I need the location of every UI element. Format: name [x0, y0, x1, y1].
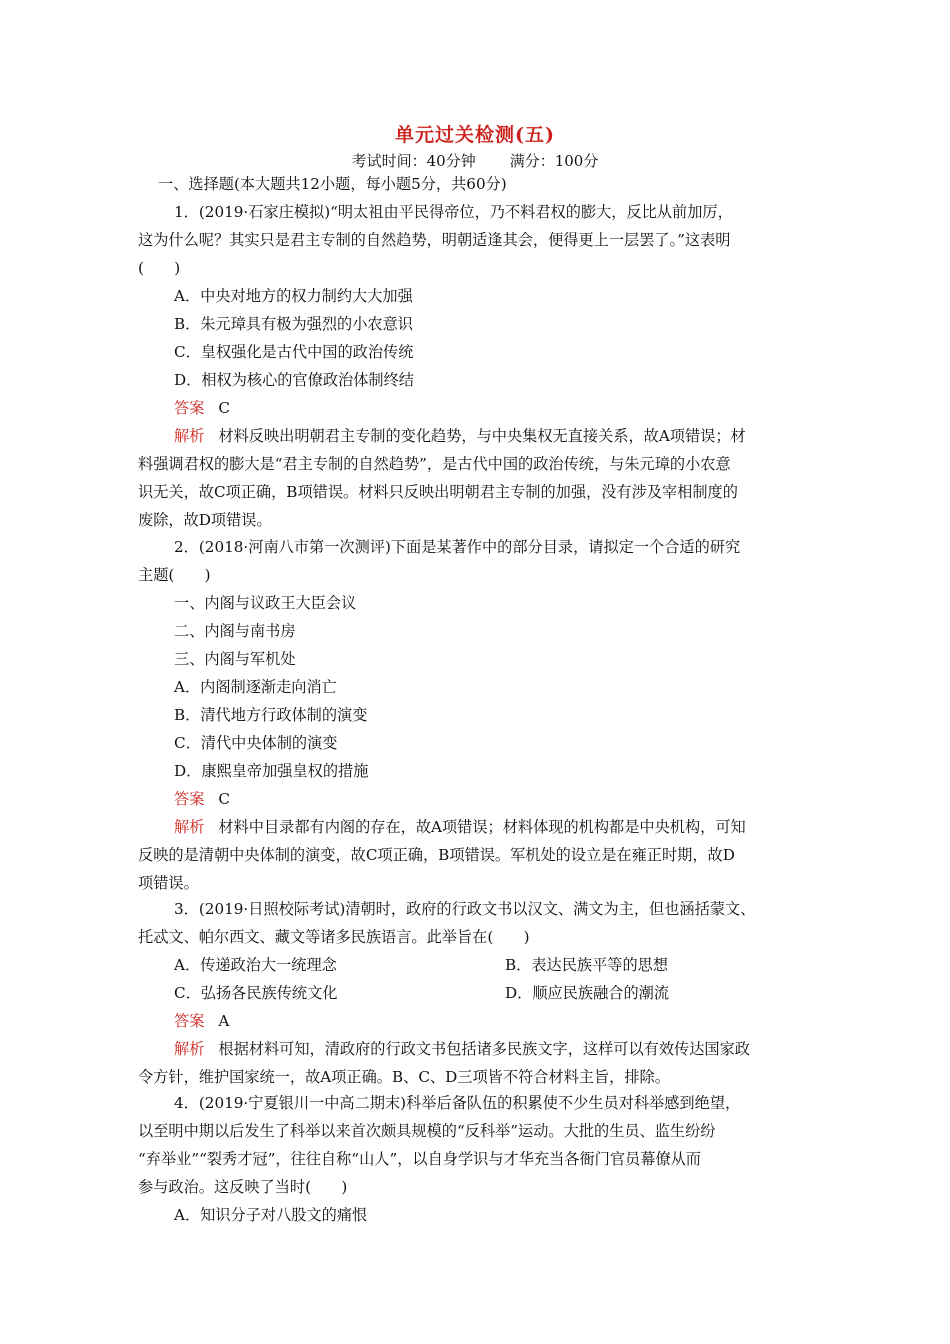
q1-answer-value: C — [218, 399, 230, 417]
answer-label: 答案 — [174, 1012, 205, 1030]
q4-stem-line: 4．(2019·宁夏银川一中高二期末)科举后备队伍的积累使不少生员对科举感到绝望， — [174, 1094, 741, 1112]
exam-time: 考试时间：40分钟 — [351, 152, 476, 170]
q1-answer — [174, 398, 230, 418]
q1-analysis-line — [174, 426, 746, 446]
q3-stem-line: 托忒文、帕尔西文、藏文等诸多民族语言。此举旨在( ) — [138, 928, 530, 946]
analysis-label: 解析 — [174, 427, 205, 445]
q3-option-b: B．表达民族平等的思想 — [505, 956, 669, 974]
q2-answer — [174, 789, 230, 809]
q2-analysis-text: 材料中目录都有内阁的存在，故A项错误；材料体现的机构都是中央机构，可知 — [218, 818, 746, 836]
analysis-label: 解析 — [174, 818, 205, 836]
q1-stem-line: ( ) — [138, 259, 181, 277]
q1-analysis-text: 材料反映出明朝君主专制的变化趋势，与中央集权无直接关系，故A项错误；材 — [218, 427, 746, 445]
q3-analysis-text: 根据材料可知，清政府的行政文书包括诸多民族文字，这样可以有效传达国家政 — [218, 1040, 750, 1058]
q1-stem-line: 这为什么呢？其实只是君主专制的自然趋势，明朝适逢其会，便得更上一层罢了。”这表明 — [138, 231, 731, 249]
q1-analysis-line: 料强调君权的膨大是“君主专制的自然趋势”，是古代中国的政治传统，与朱元璋的小农意 — [138, 455, 731, 473]
q3-answer — [174, 1011, 229, 1031]
q1-analysis-line: 废除，故D项错误。 — [138, 511, 272, 529]
q2-option-a: A．内阁制逐渐走向消亡 — [174, 678, 337, 696]
q3-answer-value: A — [218, 1012, 230, 1030]
q2-answer-value: C — [218, 790, 230, 808]
q2-analysis-line: 项错误。 — [138, 874, 199, 892]
q3-option-a: A．传递政治大一统理念 — [174, 956, 337, 974]
q2-option-d: D．康熙皇帝加强皇权的措施 — [174, 762, 369, 780]
q1-analysis-line: 识无关，故C项正确，B项错误。材料只反映出明朝君主专制的加强，没有涉及宰相制度的 — [138, 483, 738, 501]
q1-option-a: A．中央对地方的权力制约大大加强 — [174, 287, 413, 305]
q1-option-b: B．朱元璋具有极为强烈的小农意识 — [174, 315, 413, 333]
q2-stem-line: 主题( ) — [138, 566, 211, 584]
q1-option-c: C．皇权强化是古代中国的政治传统 — [174, 343, 414, 361]
q4-stem-line: 参与政治。这反映了当时( ) — [138, 1178, 348, 1196]
exam-meta — [0, 150, 950, 171]
answer-label: 答案 — [174, 399, 205, 417]
q2-contents-item: 二、内阁与南书房 — [174, 622, 296, 640]
full-score: 满分：100分 — [509, 152, 599, 170]
q3-analysis-line: 令方针，维护国家统一，故A项正确。B、C、D三项皆不符合材料主旨，排除。 — [138, 1068, 670, 1086]
q2-analysis-line: 反映的是清朝中央体制的演变，故C项正确，B项错误。军机处的设立是在雍正时期，故D — [138, 846, 735, 864]
q3-option-c: C．弘扬各民族传统文化 — [174, 984, 338, 1002]
q2-contents-item: 一、内阁与议政王大臣会议 — [174, 594, 357, 612]
analysis-label: 解析 — [174, 1040, 205, 1058]
answer-label: 答案 — [174, 790, 205, 808]
q4-stem-line: “弃举业”“裂秀才冠”，往往自称“山人”，以自身学识与才华充当各衙门官员幕僚从而 — [138, 1150, 701, 1168]
q4-option-a: A．知识分子对八股文的痛恨 — [174, 1206, 368, 1224]
q3-option-d: D．顺应民族融合的潮流 — [505, 984, 670, 1002]
q4-stem-line: 以至明中期以后发生了科举以来首次颇具规模的“反科举”运动。大批的生员、监生纷纷 — [138, 1122, 716, 1140]
q2-stem-line: 2．(2018·河南八市第一次测评)下面是某著作中的部分目录，请拟定一个合适的研究 — [174, 538, 741, 556]
q2-analysis-line — [174, 817, 746, 837]
q2-contents-item: 三、内阁与军机处 — [174, 650, 296, 668]
q3-stem-line: 3．(2019·日照校际考试)清朝时，政府的行政文书以汉文、满文为主，但也涵括蒙文、 — [174, 900, 756, 918]
q2-option-b: B．清代地方行政体制的演变 — [174, 706, 368, 724]
q3-analysis-line — [174, 1039, 750, 1059]
q1-option-d: D．相权为核心的官僚政治体制终结 — [174, 371, 414, 389]
page-title: 单元过关检测(五) — [395, 124, 555, 146]
q1-stem-line: 1．(2019·石家庄模拟)“明太祖由平民得帝位，乃不料君权的膨大，反比从前加厉， — [174, 203, 733, 221]
q2-option-c: C．清代中央体制的演变 — [174, 734, 338, 752]
section-heading: 一、选择题(本大题共12小题，每小题5分，共60分) — [158, 175, 507, 193]
